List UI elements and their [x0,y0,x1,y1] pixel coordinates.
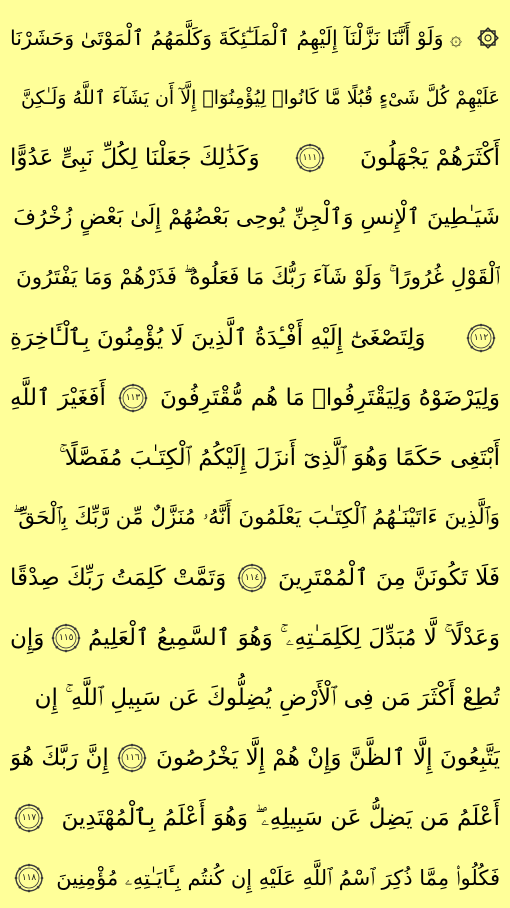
rub-el-hizb-icon [476,26,500,50]
verse-text: ٱلْقَوْلِ غُرُورًا ۚ وَلَوْ شَآءَ رَبُّكَ مَا فَعَلُوهُ ۖ فَذَرْهُمْ وَمَا يَفْتَرُونَ [15,265,500,290]
verse-text: أَعْلَمُ مَن يَضِلُّ عَن سَبِيلِهِۦ ۖ وَهُوَ أَعْلَمُ بِٱلْمُهْتَدِينَ [61,805,500,831]
verse-line [10,488,500,548]
verse-text: فَلَا تَكُونَنَّ مِنَ ٱلْمُمْتَرِينَ [278,565,500,591]
ayah-number: ١١٤ [244,572,260,583]
ayah-number: ١١٧ [21,812,37,823]
verse-text: وَتَمَّتْ كَلِمَتُ رَبِّكَ صِدْقًا [10,565,227,591]
verse-text: وَٱلَّذِينَ ءَاتَيْنَـٰهُمُ ٱلْكِتَـٰبَ يَعْلَمُونَ أَنَّهُۥ مُنَزَّلٌ مِّن رَّبِّكَ بِٱلْحَقِّ ۖ [12,505,500,530]
verse-line [10,8,500,68]
ayah-number: ١١٥ [58,632,74,643]
ayah-number-marker[interactable] [295,143,325,173]
verse-text: عَلَيْهِمْ كُلَّ شَىْءٍ قُبُلًا مَّا كَانُوا۟ لِيُؤْمِنُوٓا۟ إِلَّآ أَن يَشَآءَ ٱللَّهُ وَلَـٰكِنَّ [21,87,500,109]
ayah-number: ١١٣ [125,392,141,403]
verse-text: أَفَغَيْرَ ٱللَّهِ [10,385,106,411]
ayah-number-marker[interactable] [51,623,81,653]
verse-line [10,68,500,128]
ayah-number: ١١١ [302,152,318,163]
verse-text: وَكَذَٰلِكَ جَعَلْنَا لِكُلِّ نَبِىٍّ عَدُوًّا [10,145,260,171]
verse-line [10,368,500,428]
verse-line [10,668,500,728]
ayah-number-marker[interactable] [466,323,496,353]
verse-line [10,128,500,188]
verse-line [10,308,500,368]
verse-text: أَكْثَرَهُمْ يَجْهَلُونَ [360,145,500,171]
ayah-number-marker[interactable] [14,863,44,893]
verse-line [10,848,500,908]
verse-text: شَيَـٰطِينَ ٱلْإِنسِ وَٱلْجِنِّ يُوحِى بَعْضُهُمْ إِلَىٰ بَعْضٍ زُخْرُفَ [13,205,500,230]
verse-text: ۞ وَلَوْ أَنَّنَا نَزَّلْنَآ إِلَيْهِمُ ٱلْمَلَـٰٓئِكَةَ وَكَلَّمَهُمُ ٱلْمَوْتَىٰ وَحَشَرْنَا [10,26,463,50]
ayah-number: ١١٨ [21,872,37,883]
verse-line [10,548,500,608]
verse-text: يَتَّبِعُونَ إِلَّا ٱلظَّنَّ وَإِنْ هُمْ إِلَّا يَخْرُصُونَ [156,745,500,771]
verse-text: وَلِيَرْضَوْهُ وَلِيَقْتَرِفُوا۟ مَا هُم مُّقْتَرِفُونَ [160,385,500,411]
ayah-number-marker[interactable] [14,803,44,833]
verse-text: وَإِن [10,625,45,651]
verse-line [10,728,500,788]
verse-line [10,788,500,848]
verse-text: وَلِتَصْغَىٰٓ إِلَيْهِ أَفْـِٔدَةُ ٱلَّذِينَ لَا يُؤْمِنُونَ بِٱلْـَٔاخِرَةِ [10,325,426,351]
verse-text: تُطِعْ أَكْثَرَ مَن فِى ٱلْأَرْضِ يُضِلُّوكَ عَن سَبِيلِ ٱللَّهِ ۚ إِن [34,685,500,711]
ayah-number-marker[interactable] [237,563,267,593]
verse-text: أَبْتَغِى حَكَمًا وَهُوَ ٱلَّذِىٓ أَنزَلَ إِلَيْكُمُ ٱلْكِتَـٰبَ مُفَصَّلًا ۚ [58,445,500,471]
ayah-number-marker[interactable] [118,383,148,413]
ayah-number: ١١٦ [125,752,140,763]
verse-line [10,248,500,308]
verse-text: إِنَّ رَبَّكَ هُوَ [10,745,109,771]
verse-line [10,188,500,248]
verse-line [10,608,500,668]
ayah-number-marker[interactable] [117,743,147,773]
verse-text: فَكُلُوا۟ مِمَّا ذُكِرَ ٱسْمُ ٱللَّهِ عَلَيْهِ إِن كُنتُم بِـَٔايَـٰتِهِۦ مُؤْمِنِينَ [56,866,500,890]
verse-text: وَعَدْلًا ۚ لَّا مُبَدِّلَ لِكَلِمَـٰتِهِۦ ۚ وَهُوَ ٱلسَّمِيعُ ٱلْعَلِيمُ [88,625,500,651]
verse-line [10,428,500,488]
ayah-number: ١١٢ [473,332,489,343]
